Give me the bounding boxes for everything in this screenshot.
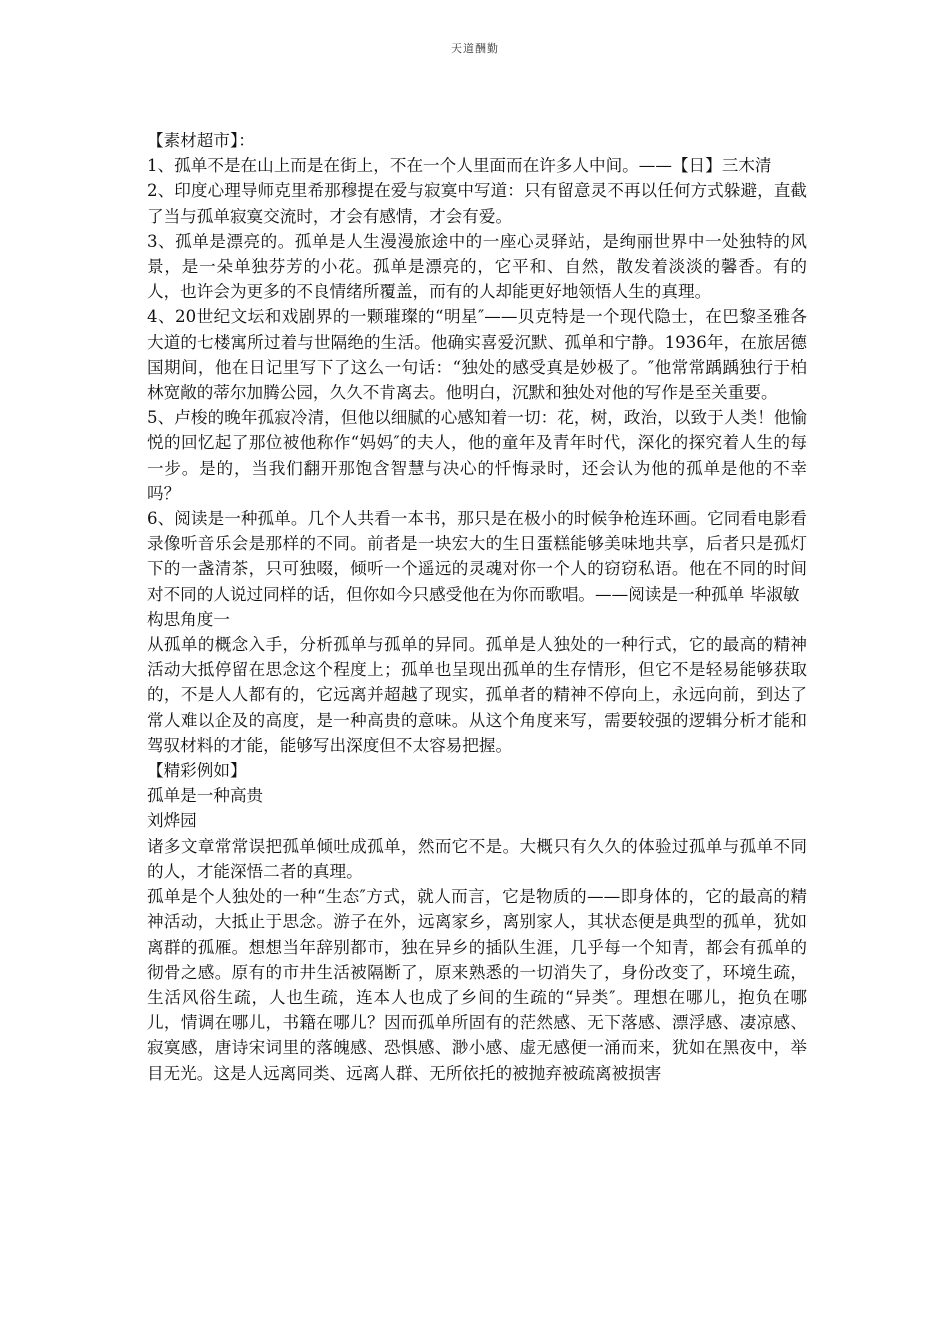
- essay-paragraph: 诸多文章常常误把孤单倾吐成孤单，然而它不是。大概只有久久的体验过孤单与孤单不同的人，才能深悟二者的真理。: [147, 836, 807, 881]
- material-item-6: 6、阅读是一种孤单。几个人共看一本书，那只是在极小的时候争枪连环画。它同看电影看录像听音乐会是那样的不同。前者是一块宏大的生日蛋糕能够美味地共享，后者只是孤灯下的一盏清茶，只可独啜，倾听一个遥远的灵魂对你一个人的窃窃私语。他在不同的时间对不同的人说过同样的话，但你如今只感受他在为你而歌唱。——阅读是一种孤单 毕淑敏: [147, 509, 807, 604]
- material-item-4: 4、20世纪文坛和戏剧界的一颗璀璨的“明星″——贝克特是一个现代隐士，在巴黎圣雅各大道的七楼寓所过着与世隔绝的生活。他确实喜爱沉默、孤单和宁静。1936年，在旅居德国期间，他在日记里写下了这么一句话：“独处的感受真是妙极了。″他常常踽踽独行于柏林宽敞的蒂尔加腾公园，久久不肯离去。他明白，沉默和独处对他的写作是至关重要。: [147, 307, 807, 403]
- section-heading-examples: 【精彩例如】: [147, 761, 247, 781]
- document-body: [147, 128, 807, 1086]
- page-header: 天道酬勤: [451, 42, 499, 55]
- section-heading-angle: 构思角度一: [147, 609, 230, 629]
- essay-author: 刘烨园: [147, 811, 197, 831]
- angle-paragraph: 从孤单的概念入手，分析孤单与孤单的异同。孤单是人独处的一种行式，它的最高的精神活动大抵停留在思念这个程度上；孤单也呈现出孤单的生存情形，但它不是轻易能够获取的，不是人人都有的，它远离并超越了现实，孤单者的精神不停向上，永远向前，到达了常人难以企及的高度，是一种高贵的意味。从这个角度来写，需要较强的逻辑分析才能和驾驭材料的才能，能够写出深度但不太容易把握。: [147, 635, 807, 755]
- essay-title: 孤单是一种高贵: [147, 786, 264, 806]
- material-item-5: 5、卢梭的晚年孤寂冷清，但他以细腻的心感知着一切：花，树，政治，以致于人类！他愉悦的回忆起了那位被他称作“妈妈″的夫人，他的童年及青年时代，深化的探究着人生的每一步。是的，当我们翻开那饱含智慧与决心的忏悔录时，还会认为他的孤单是他的不幸吗？: [147, 408, 807, 503]
- material-item-2: 2、印度心理导师克里希那穆提在爱与寂寞中写道：只有留意灵不再以任何方式躲避，直截了当与孤单寂寞交流时，才会有感情，才会有爱。: [147, 181, 807, 226]
- section-heading-materials: 【素材超市】：: [147, 131, 255, 150]
- material-item-3: 3、孤单是漂亮的。孤单是人生漫漫旅途中的一座心灵驿站，是绚丽世界中一处独特的风景，是一朵单独芬芳的小花。孤单是漂亮的，它平和、自然，散发着淡淡的馨香。有的人，也许会为更多的不良情绪所覆盖，而有的人却能更好地领悟人生的真理。: [147, 231, 807, 302]
- essay-paragraph: 孤单是个人独处的一种“生态″方式，就人而言，它是物质的——即身体的，它的最高的精神活动，大抵止于思念。游子在外，远离家乡，离别家人，其状态便是典型的孤单，犹如离群的孤雁。想想当年辞别都市，独在异乡的插队生涯，几乎每一个知青，都会有孤单的彻骨之感。原有的市井生活被隔断了，原来熟悉的一切消失了，身份改变了，环境生疏，生活风俗生疏，人也生疏，连本人也成了乡间的生疏的“异类″。理想在哪儿，抱负在哪儿，情调在哪儿，书籍在哪儿？因而孤单所固有的茫然感、无下落感、漂浮感、凄凉感、寂寞感，唐诗宋词里的落魄感、恐惧感、渺小感、虚无感便一涌而来，犹如在黑夜中，举目无光。这是人远离同类、远离人群、无所依托的被抛弃被疏离被损害: [147, 887, 807, 1083]
- material-item-1: 1、孤单不是在山上而是在街上，不在一个人里面而在许多人中间。——【日】三木清: [147, 156, 772, 176]
